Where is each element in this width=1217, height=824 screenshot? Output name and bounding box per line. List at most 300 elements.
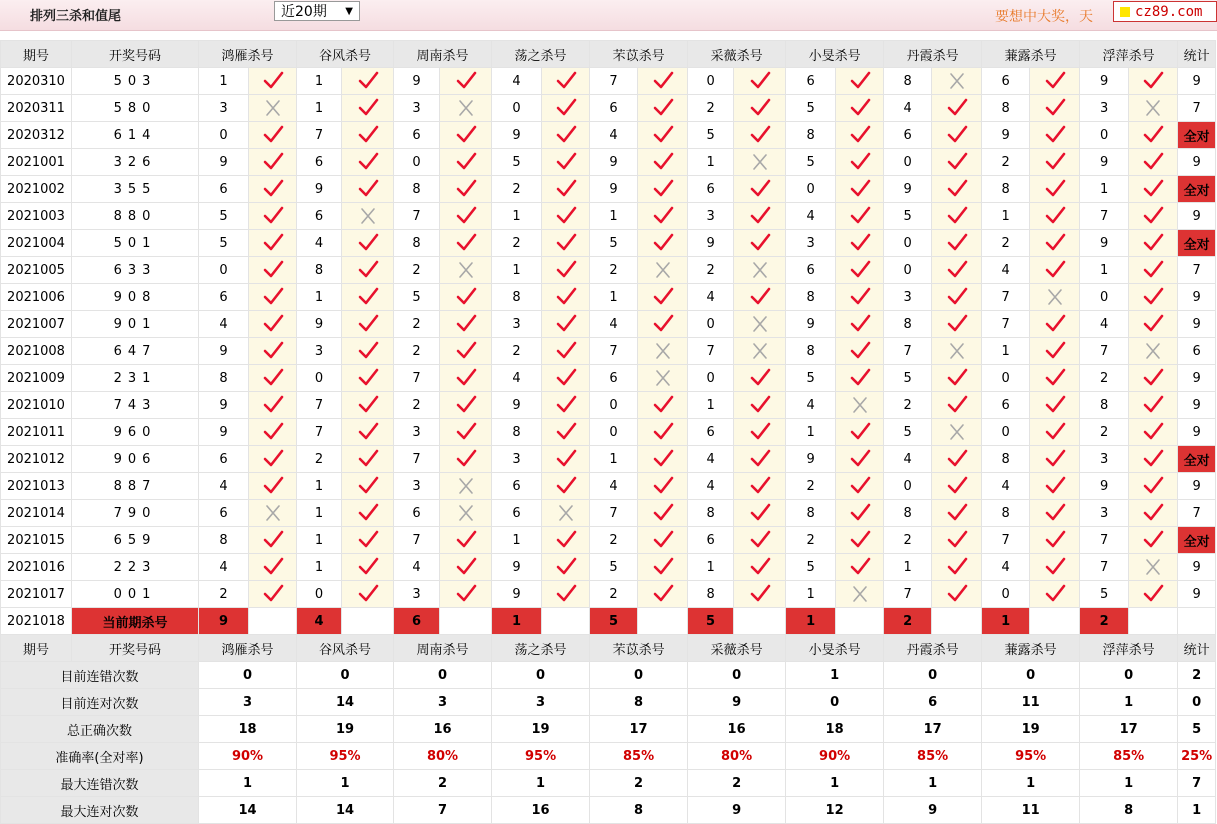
kill-number-cell: 7 [297,419,342,446]
check-icon [1142,179,1164,199]
kill-number-cell: 1 [297,527,342,554]
result-mark-cell [932,446,982,473]
period-cell: 2021009 [1,365,72,392]
result-mark-cell [249,203,297,230]
kill-number-cell: 6 [786,68,836,95]
result-mark-cell [1129,365,1178,392]
check-icon [652,422,674,442]
column-header-killer: 鸿雁杀号 [199,41,297,68]
kill-number-cell: 0 [884,257,932,284]
result-mark-cell [342,68,394,95]
kill-number-cell: 9 [492,392,542,419]
summary-value: 19 [982,716,1080,743]
check-icon [749,557,771,577]
result-mark-cell [734,338,786,365]
result-mark-cell [542,230,590,257]
result-mark-cell [542,419,590,446]
draw-number-cell: 908 [72,284,199,311]
result-mark-cell [836,203,884,230]
summary-row [1,662,1216,689]
period-cell: 2021018 [1,608,72,635]
kill-number-cell: 9 [199,419,249,446]
column-header-killer: 周南杀号 [394,635,492,662]
site-logo[interactable] [1113,1,1217,22]
summary-row [1,770,1216,797]
current-kill-blank [542,608,590,635]
check-icon [1044,530,1066,550]
check-icon [652,179,674,199]
result-mark-cell [932,500,982,527]
check-icon [749,395,771,415]
kill-number-cell: 0 [688,68,734,95]
result-mark-cell [542,149,590,176]
cross-icon [749,152,771,172]
result-mark-cell [734,203,786,230]
summary-value: 17 [884,716,982,743]
draw-number-cell: 580 [72,95,199,122]
result-mark-cell [249,527,297,554]
summary-value: 8 [590,797,688,824]
check-icon [849,314,871,334]
check-icon [849,179,871,199]
kill-number-cell: 2 [394,392,440,419]
draw-number-cell: 647 [72,338,199,365]
stat-cell: 9 [1178,581,1216,608]
draw-number-cell: 614 [72,122,199,149]
current-kill-number: 9 [199,608,249,635]
result-mark-cell [440,122,492,149]
result-mark-cell [249,338,297,365]
check-icon [555,449,577,469]
top-header-row [1,41,1216,68]
result-mark-cell [342,419,394,446]
kill-number-cell: 9 [394,68,440,95]
result-mark-cell [1030,284,1080,311]
kill-number-cell: 0 [1080,122,1129,149]
check-icon [652,584,674,604]
cross-icon [652,341,674,361]
current-kill-label: 当前期杀号 [72,608,199,635]
result-mark-cell [1030,203,1080,230]
summary-value: 0 [1080,662,1178,689]
check-icon [849,476,871,496]
result-mark-cell [932,257,982,284]
kill-number-cell: 5 [199,203,249,230]
result-mark-cell [440,554,492,581]
result-mark-cell [342,365,394,392]
summary-row [1,689,1216,716]
period-cell: 2021006 [1,284,72,311]
result-mark-cell [249,149,297,176]
kill-number-cell: 5 [786,95,836,122]
kill-number-cell: 3 [688,203,734,230]
summary-value: 1 [786,662,884,689]
result-mark-cell [836,392,884,419]
kill-number-cell: 4 [199,473,249,500]
result-mark-cell [440,176,492,203]
check-icon [1044,179,1066,199]
check-icon [262,530,284,550]
stat-cell: 7 [1178,257,1216,284]
kill-number-cell: 8 [492,284,542,311]
result-mark-cell [342,581,394,608]
result-mark-cell [440,365,492,392]
check-icon [455,395,477,415]
kill-number-cell: 1 [590,203,638,230]
result-mark-cell [249,581,297,608]
kill-number-cell: 3 [394,419,440,446]
check-icon [1142,530,1164,550]
result-mark-cell [638,149,688,176]
current-kill-blank [342,608,394,635]
kill-number-cell: 1 [492,527,542,554]
result-mark-cell [1129,230,1178,257]
result-mark-cell [1030,95,1080,122]
summary-value: 95% [492,743,590,770]
stat-cell: 9 [1178,203,1216,230]
cross-icon [946,341,968,361]
result-mark-cell [440,284,492,311]
check-icon [946,314,968,334]
check-icon [455,449,477,469]
kill-number-cell: 3 [297,338,342,365]
kill-number-cell: 9 [786,446,836,473]
kill-number-cell: 2 [1080,419,1129,446]
period-cell: 2021011 [1,419,72,446]
check-icon [849,233,871,253]
cross-icon [357,206,379,226]
check-icon [749,503,771,523]
result-mark-cell [1129,446,1178,473]
current-kill-blank [1129,608,1178,635]
summary-label: 准确率(全对率) [1,743,199,770]
check-icon [849,449,871,469]
check-icon [1142,206,1164,226]
check-icon [946,179,968,199]
check-icon [357,314,379,334]
result-mark-cell [249,122,297,149]
column-header-killer: 周南杀号 [394,41,492,68]
summary-label: 最大连对次数 [1,797,199,824]
result-mark-cell [638,473,688,500]
period-cell: 2021002 [1,176,72,203]
period-cell: 2021004 [1,230,72,257]
result-mark-cell [542,365,590,392]
column-header-stat: 统计 [1178,635,1216,662]
kill-number-cell: 4 [982,554,1030,581]
kill-number-cell: 4 [884,95,932,122]
column-header-killer: 小旻杀号 [786,635,884,662]
result-mark-cell [734,68,786,95]
check-icon [1044,125,1066,145]
check-icon [357,422,379,442]
kill-number-cell: 4 [1080,311,1129,338]
check-icon [455,422,477,442]
draw-number-cell: 743 [72,392,199,419]
check-icon [946,125,968,145]
result-mark-cell [932,365,982,392]
logo-square-icon [1120,7,1130,17]
check-icon [262,449,284,469]
kill-number-cell: 3 [394,581,440,608]
kill-number-cell: 2 [492,230,542,257]
kill-number-cell: 1 [786,419,836,446]
period-cell: 2021014 [1,500,72,527]
kill-number-cell: 5 [590,230,638,257]
column-header-period: 期号 [1,41,72,68]
kill-number-cell: 0 [590,419,638,446]
kill-number-cell: 1 [1080,257,1129,284]
summary-value: 3 [394,689,492,716]
check-icon [946,368,968,388]
check-icon [849,503,871,523]
check-icon [262,314,284,334]
result-mark-cell [638,527,688,554]
kill-number-cell: 9 [1080,68,1129,95]
kill-number-cell: 4 [199,311,249,338]
kill-number-cell: 4 [982,257,1030,284]
period-cell: 2021007 [1,311,72,338]
current-kill-number: 1 [492,608,542,635]
current-kill-blank [440,608,492,635]
result-mark-cell [342,311,394,338]
result-mark-cell [342,95,394,122]
column-header-killer: 谷风杀号 [297,635,394,662]
period-cell: 2021012 [1,446,72,473]
result-mark-cell [734,122,786,149]
kill-number-cell: 2 [394,338,440,365]
check-icon [749,449,771,469]
result-mark-cell [638,68,688,95]
result-mark-cell [836,473,884,500]
result-mark-cell [542,338,590,365]
summary-value: 0 [590,662,688,689]
current-kill-number: 5 [688,608,734,635]
check-icon [455,530,477,550]
check-icon [262,206,284,226]
check-icon [555,395,577,415]
summary-value: 0 [199,662,297,689]
logo-text: cz89.com [1135,4,1203,20]
cross-icon [262,503,284,523]
summary-value: 1 [786,770,884,797]
result-mark-cell [734,257,786,284]
result-mark-cell [440,149,492,176]
summary-label: 目前连错次数 [1,662,199,689]
summary-row [1,716,1216,743]
check-icon [262,584,284,604]
stat-cell: 9 [1178,68,1216,95]
summary-value: 90% [199,743,297,770]
check-icon [849,530,871,550]
kill-number-cell: 7 [1080,527,1129,554]
check-icon [1142,422,1164,442]
check-icon [749,584,771,604]
current-kill-number: 5 [590,608,638,635]
column-header-killer: 蒹露杀号 [982,41,1080,68]
kill-number-cell: 9 [590,149,638,176]
cross-icon [1142,98,1164,118]
table-row [1,95,1216,122]
check-icon [1044,557,1066,577]
kill-number-cell: 9 [199,338,249,365]
cross-icon [455,476,477,496]
kill-number-table [0,40,1216,824]
result-mark-cell [932,230,982,257]
check-icon [1044,449,1066,469]
check-icon [749,98,771,118]
result-mark-cell [1129,500,1178,527]
check-icon [357,530,379,550]
check-icon [1044,503,1066,523]
kill-number-cell: 5 [786,365,836,392]
kill-number-cell: 1 [982,203,1030,230]
check-icon [652,287,674,307]
promo-slogan: 要想中大奖，天 [995,9,1093,25]
check-icon [555,476,577,496]
current-kill-blank [932,608,982,635]
kill-number-cell: 7 [1080,554,1129,581]
summary-value: 2 [1178,662,1216,689]
check-icon [357,476,379,496]
kill-number-cell: 6 [688,419,734,446]
summary-value: 80% [394,743,492,770]
result-mark-cell [836,581,884,608]
stat-cell: 7 [1178,500,1216,527]
result-mark-cell [440,230,492,257]
summary-value: 80% [688,743,786,770]
summary-value: 2 [394,770,492,797]
check-icon [455,233,477,253]
check-icon [262,287,284,307]
period-cell: 2020312 [1,122,72,149]
kill-number-cell: 7 [297,122,342,149]
kill-number-cell: 3 [1080,500,1129,527]
kill-number-cell: 5 [884,419,932,446]
kill-number-cell: 8 [394,230,440,257]
summary-value: 2 [688,770,786,797]
check-icon [1044,260,1066,280]
result-mark-cell [836,95,884,122]
summary-value: 17 [1080,716,1178,743]
kill-number-cell: 0 [884,473,932,500]
result-mark-cell [932,581,982,608]
result-mark-cell [342,473,394,500]
result-mark-cell [1030,500,1080,527]
check-icon [555,152,577,172]
column-header-killer: 浮萍杀号 [1080,41,1178,68]
summary-label: 目前连对次数 [1,689,199,716]
summary-value: 14 [297,797,394,824]
check-icon [946,287,968,307]
check-icon [455,125,477,145]
check-icon [262,341,284,361]
result-mark-cell [734,500,786,527]
check-icon [946,557,968,577]
check-icon [1044,341,1066,361]
draw-number-cell: 887 [72,473,199,500]
kill-number-cell: 6 [688,527,734,554]
draw-number-cell: 326 [72,149,199,176]
check-icon [357,341,379,361]
check-icon [262,125,284,145]
check-icon [1044,233,1066,253]
kill-number-cell: 8 [297,257,342,284]
result-mark-cell [1030,365,1080,392]
kill-number-cell: 9 [884,176,932,203]
result-mark-cell [1129,473,1178,500]
check-icon [652,125,674,145]
kill-number-cell: 4 [492,365,542,392]
result-mark-cell [1030,149,1080,176]
kill-number-cell: 9 [297,311,342,338]
kill-number-cell: 0 [394,149,440,176]
kill-number-cell: 8 [884,68,932,95]
table-row [1,230,1216,257]
period-range-select[interactable] [274,1,360,21]
result-mark-cell [836,176,884,203]
table-row [1,473,1216,500]
check-icon [1044,368,1066,388]
kill-number-cell: 2 [786,473,836,500]
summary-value: 11 [982,689,1080,716]
check-icon [849,287,871,307]
all-correct-badge: 全对 [1178,176,1216,203]
summary-value: 19 [297,716,394,743]
period-cell: 2021001 [1,149,72,176]
kill-number-cell: 0 [199,122,249,149]
current-kill-number: 1 [786,608,836,635]
summary-value: 17 [590,716,688,743]
cross-icon [1142,557,1164,577]
result-mark-cell [836,149,884,176]
check-icon [262,476,284,496]
result-mark-cell [734,365,786,392]
result-mark-cell [1030,392,1080,419]
column-header-draw: 开奖号码 [72,635,199,662]
check-icon [749,287,771,307]
result-mark-cell [932,419,982,446]
kill-number-cell: 9 [786,311,836,338]
summary-value: 0 [786,689,884,716]
summary-value: 0 [1178,689,1216,716]
result-mark-cell [1129,527,1178,554]
summary-value: 3 [199,689,297,716]
check-icon [262,395,284,415]
kill-number-cell: 8 [786,122,836,149]
period-cell: 2020311 [1,95,72,122]
result-mark-cell [440,68,492,95]
table-row [1,203,1216,230]
kill-number-cell: 4 [786,203,836,230]
result-mark-cell [342,257,394,284]
stat-cell: 9 [1178,392,1216,419]
kill-number-cell: 0 [688,365,734,392]
check-icon [946,152,968,172]
summary-value: 1 [1178,797,1216,824]
check-icon [946,476,968,496]
table-row [1,122,1216,149]
column-header-killer: 芣苡杀号 [590,41,688,68]
current-kill-number: 4 [297,608,342,635]
check-icon [357,368,379,388]
summary-value: 9 [884,797,982,824]
result-mark-cell [1129,311,1178,338]
current-kill-blank [1030,608,1080,635]
result-mark-cell [836,311,884,338]
kill-number-cell: 7 [982,284,1030,311]
result-mark-cell [542,122,590,149]
